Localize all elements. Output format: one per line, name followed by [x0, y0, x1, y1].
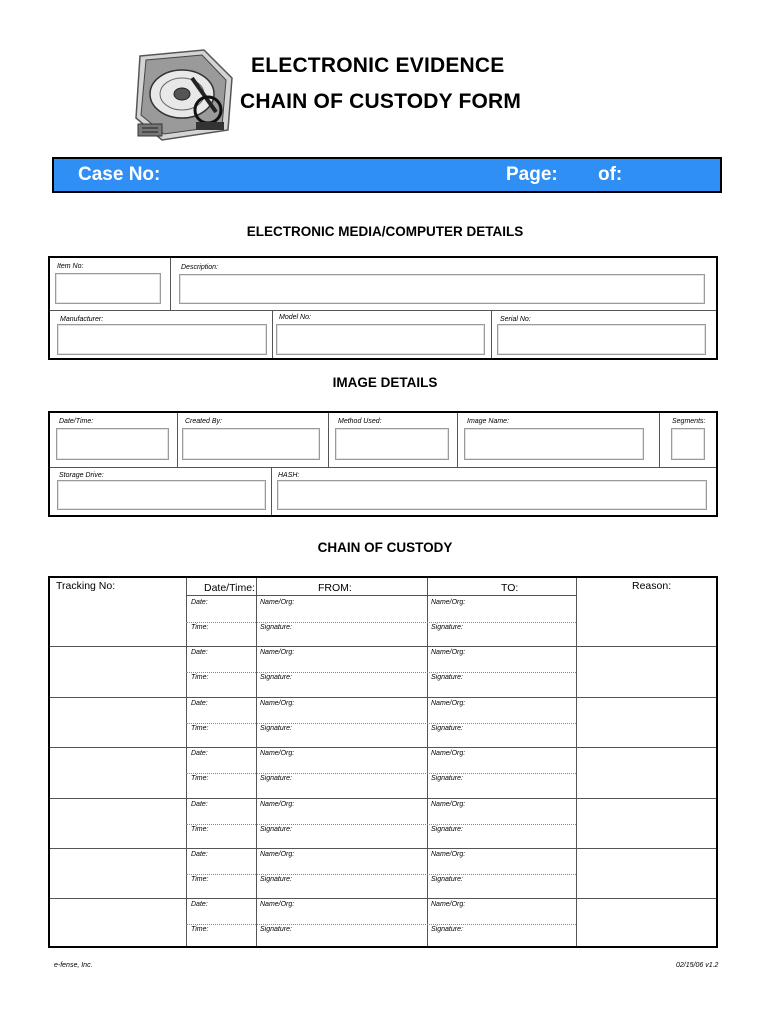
storage-drive-label: Storage Drive: — [59, 472, 104, 479]
name-org-to-label: Name/Org: — [431, 901, 466, 909]
case-bar — [52, 157, 722, 193]
media-details-box — [48, 256, 718, 360]
segments-label: Segments: — [672, 418, 706, 425]
date-time-header: Date/Time: — [204, 582, 255, 594]
time-label: Time: — [191, 624, 209, 631]
tracking-no-cell[interactable] — [50, 898, 186, 948]
signature-to-label: Signature: — [431, 825, 463, 833]
date-label: Date: — [191, 649, 208, 657]
to-header: TO: — [501, 582, 519, 594]
signature-to-label: Signature: — [431, 724, 463, 732]
manufacturer-field[interactable] — [57, 324, 267, 355]
tracking-no-cell[interactable] — [50, 798, 186, 848]
page-label: Page: — [506, 164, 558, 185]
created-by-label: Created By: — [185, 418, 222, 425]
title-line-1: ELECTRONIC EVIDENCE — [251, 54, 505, 77]
image-name-label: Image Name: — [467, 418, 510, 425]
tracking-no-cell[interactable] — [50, 747, 186, 797]
name-org-to-label: Name/Org: — [431, 649, 466, 657]
name-org-from-label: Name/Org: — [260, 750, 295, 758]
reason-header: Reason: — [632, 580, 672, 592]
footer-right: 02/15/06 v1.2 — [676, 962, 719, 969]
tracking-no-cell[interactable] — [50, 697, 186, 747]
footer-left: e-fense, Inc. — [54, 962, 93, 969]
tracking-no-cell[interactable] — [50, 646, 186, 696]
date-label: Date: — [191, 851, 208, 858]
reason-cell[interactable] — [577, 747, 716, 797]
name-org-to-label: Name/Org: — [431, 750, 466, 758]
signature-from-label: Signature: — [260, 825, 292, 833]
reason-cell[interactable] — [577, 596, 716, 646]
time-label: Time: — [191, 724, 209, 732]
custody-section-heading: CHAIN OF CUSTODY — [317, 540, 453, 555]
time-label: Time: — [191, 674, 209, 682]
date-label: Date: — [191, 901, 208, 909]
item-no-field[interactable] — [55, 273, 161, 304]
time-label: Time: — [191, 926, 209, 934]
hard-drive-logo — [132, 48, 238, 142]
time-label: Time: — [191, 775, 209, 783]
segments-field[interactable] — [671, 428, 705, 460]
signature-to-label: Signature: — [431, 876, 463, 883]
signature-from-label: Signature: — [260, 775, 292, 783]
name-org-from-label: Name/Org: — [260, 851, 295, 858]
model-no-label: Model No: — [279, 314, 311, 321]
signature-to-label: Signature: — [431, 624, 463, 631]
name-org-from-label: Name/Org: — [260, 800, 295, 808]
serial-no-label: Serial No: — [500, 316, 531, 323]
created-by-field[interactable] — [182, 428, 320, 460]
reason-cell[interactable] — [577, 848, 716, 898]
tracking-no-header: Tracking No: — [56, 580, 116, 592]
name-org-to-label: Name/Org: — [431, 851, 466, 858]
image-name-field[interactable] — [464, 428, 644, 460]
signature-from-label: Signature: — [260, 674, 292, 682]
date-time-label: Date/Time: — [59, 418, 94, 425]
tracking-no-cell[interactable] — [50, 596, 186, 646]
reason-cell[interactable] — [577, 898, 716, 948]
reason-cell[interactable] — [577, 697, 716, 747]
reason-cell[interactable] — [577, 646, 716, 696]
custody-table — [48, 576, 718, 948]
signature-from-label: Signature: — [260, 926, 292, 934]
image-date-time-field[interactable] — [56, 428, 169, 460]
date-label: Date: — [191, 699, 208, 707]
method-used-field[interactable] — [335, 428, 449, 460]
image-section-heading: IMAGE DETAILS — [332, 375, 438, 390]
time-label: Time: — [191, 825, 209, 833]
item-no-label: Item No: — [57, 263, 84, 270]
signature-from-label: Signature: — [260, 724, 292, 732]
of-label: of: — [598, 164, 623, 185]
serial-no-field[interactable] — [497, 324, 706, 355]
name-org-from-label: Name/Org: — [260, 901, 295, 909]
description-label: Description: — [181, 264, 218, 271]
hash-field[interactable] — [277, 480, 707, 510]
date-label: Date: — [191, 800, 208, 808]
signature-from-label: Signature: — [260, 876, 292, 883]
method-used-label: Method Used: — [338, 418, 382, 425]
name-org-to-label: Name/Org: — [431, 699, 466, 707]
signature-to-label: Signature: — [431, 926, 463, 934]
name-org-to-label: Name/Org: — [431, 599, 466, 606]
from-header: FROM: — [318, 582, 352, 594]
signature-to-label: Signature: — [431, 674, 463, 682]
time-label: Time: — [191, 876, 209, 883]
manufacturer-label: Manufacturer: — [60, 316, 104, 323]
name-org-from-label: Name/Org: — [260, 599, 295, 606]
tracking-no-cell[interactable] — [50, 848, 186, 898]
title-line-2: CHAIN OF CUSTODY FORM — [240, 90, 522, 113]
image-details-box — [48, 411, 718, 517]
date-label: Date: — [191, 599, 208, 606]
date-label: Date: — [191, 750, 208, 758]
storage-drive-field[interactable] — [57, 480, 266, 510]
case-no-label: Case No: — [78, 164, 161, 185]
media-section-heading: ELECTRONIC MEDIA/COMPUTER DETAILS — [246, 224, 524, 239]
signature-to-label: Signature: — [431, 775, 463, 783]
name-org-from-label: Name/Org: — [260, 649, 295, 657]
model-no-field[interactable] — [276, 324, 485, 355]
signature-from-label: Signature: — [260, 624, 292, 631]
description-field[interactable] — [179, 274, 705, 304]
reason-cell[interactable] — [577, 798, 716, 848]
name-org-from-label: Name/Org: — [260, 699, 295, 707]
hash-label: HASH: — [278, 472, 300, 479]
name-org-to-label: Name/Org: — [431, 800, 466, 808]
